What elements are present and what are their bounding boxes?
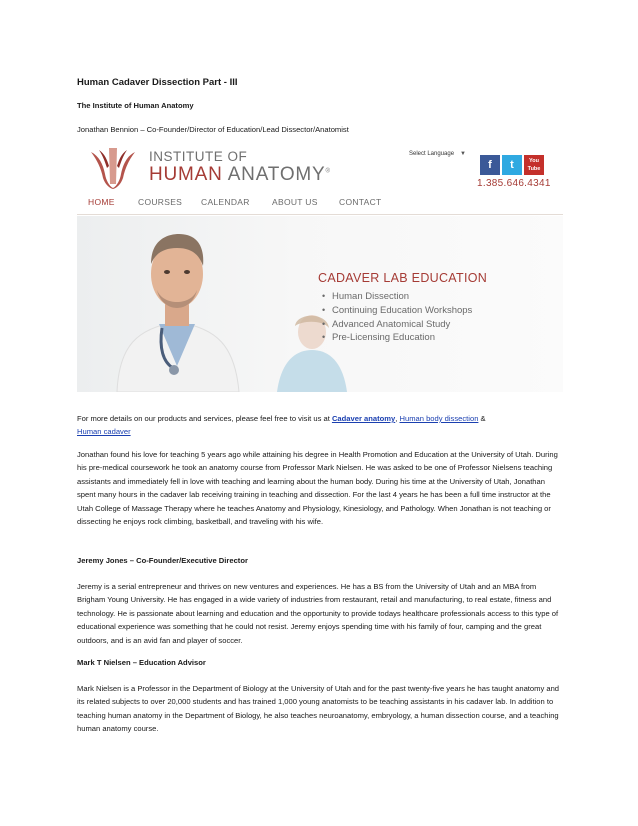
bullet-icon: • (322, 332, 326, 343)
logo-anatomy: ANATOMY (222, 164, 326, 185)
cadaver-anatomy-link[interactable]: Cadaver anatomy (331, 414, 396, 423)
person2-heading: Jeremy Jones – Co-Founder/Executive Director (77, 556, 248, 565)
logo-human: HUMAN (149, 164, 223, 185)
nav-home[interactable]: HOME (88, 197, 115, 207)
list-item: • Pre-Licensing Education (322, 332, 435, 344)
hero-list (322, 290, 473, 345)
doctor-image (107, 216, 247, 392)
person1-heading: Jonathan Bennion – Co-Founder/Director of Education/Lead Dissector/Anatomist (77, 125, 349, 134)
details-paragraph: For more details on our products and services, please feel free to visit us at Cadaver anatomy, Human body dissection & Human cadaver (77, 414, 486, 437)
list-item: • Human Dissection (322, 291, 410, 302)
facebook-icon[interactable]: f (480, 155, 500, 175)
human-body-dissection-link[interactable]: Human body dissection (399, 414, 479, 423)
chevron-down-icon: ▼ (460, 151, 466, 157)
bullet-icon: • (322, 304, 326, 315)
bullet-icon: • (322, 318, 326, 329)
site-header (77, 140, 563, 190)
website-screenshot (77, 140, 563, 392)
jonathan-paragraph: Jonathan found his love for teaching 5 years ago while attaining his degree in Health Promotion and Education at the University of Utah. During his pre-medical coursework he took an anatomy course from Professor Mark Nielsen. He was asked to be one of Professor Nielsens teaching assistants and immediately fell in love with teaching and learning about the human body. During his time at the University of Utah, Jonathan spent many hours in the cadaver lab receiving training in teaching and dissection. For the last 4 years he has been a full time instructor at the Utah College of Massage Therapy where he teaches Anatomy and Physiology, Kinesiology, and Pathology. When Jonathan is not teaching or dissecting he enjoys rock climbing, basketball, and traveling with his wife. (77, 450, 558, 527)
nav-about-us[interactable]: ABOUT US (272, 197, 318, 207)
nav-courses[interactable]: COURSES (138, 197, 183, 207)
anatomy-logo-icon (85, 144, 141, 190)
jeremy-paragraph: Jeremy is a serial entrepreneur and thrives on new ventures and experiences. He has a BS from the University of Utah and an MBA from Brigham Young University. He has engaged in a wide variety of industries from restaurant, retail and manufacturing, to real estate, fitness and technology. He is passionate about learning and education and the opportunity to provide todays healthcare professionals access to this type of educational experience was something that he could not resist. Jeremy enjoys spending time with his family of four, camping and the great outdoors, and is an avid fan and player of soccer. (77, 582, 559, 645)
nav-contact[interactable]: CONTACT (339, 197, 382, 207)
language-label: Select Language (409, 151, 455, 157)
bullet-icon: • (322, 291, 326, 301)
human-cadaver-link[interactable]: Human cadaver (77, 427, 131, 437)
youtube-icon[interactable] (524, 155, 544, 175)
document-title: Human Cadaver Dissection Part - III (77, 77, 238, 88)
language-select[interactable] (409, 151, 466, 157)
twitter-icon[interactable]: t (502, 155, 522, 175)
site-nav (77, 192, 563, 215)
org-heading: The Institute of Human Anatomy (77, 101, 194, 110)
hero-title: CADAVER LAB EDUCATION (318, 271, 488, 285)
logo-registered: ® (325, 168, 331, 175)
mark-paragraph: Mark Nielsen is a Professor in the Department of Biology at the University of Utah and for the past twenty-five years he has taught anatomy and its related subjects to over 20,000 students and has trained 1,000 young anatomists to be teaching assistants in his cadaver lab. In addition to teaching human anatomy in the Department of Biology, he also teaches neuroanatomy, embryology, a human dissection course, and a teaching human anatomy course. (77, 684, 560, 734)
list-item: • Continuing Education Workshops (322, 304, 473, 316)
phone-number[interactable]: 1.385.646.4341 (477, 178, 551, 189)
nav-calendar[interactable]: CALENDAR (201, 197, 250, 207)
logo-line1: INSTITUTE OF (149, 149, 248, 164)
person3-heading: Mark T Nielsen – Education Advisor (77, 658, 206, 667)
hero-banner (77, 216, 563, 392)
youtube-bottom: Tube (527, 166, 541, 172)
logo-line2 (149, 164, 331, 186)
list-item: • Advanced Anatomical Study (322, 318, 451, 330)
youtube-top: You (529, 158, 539, 164)
